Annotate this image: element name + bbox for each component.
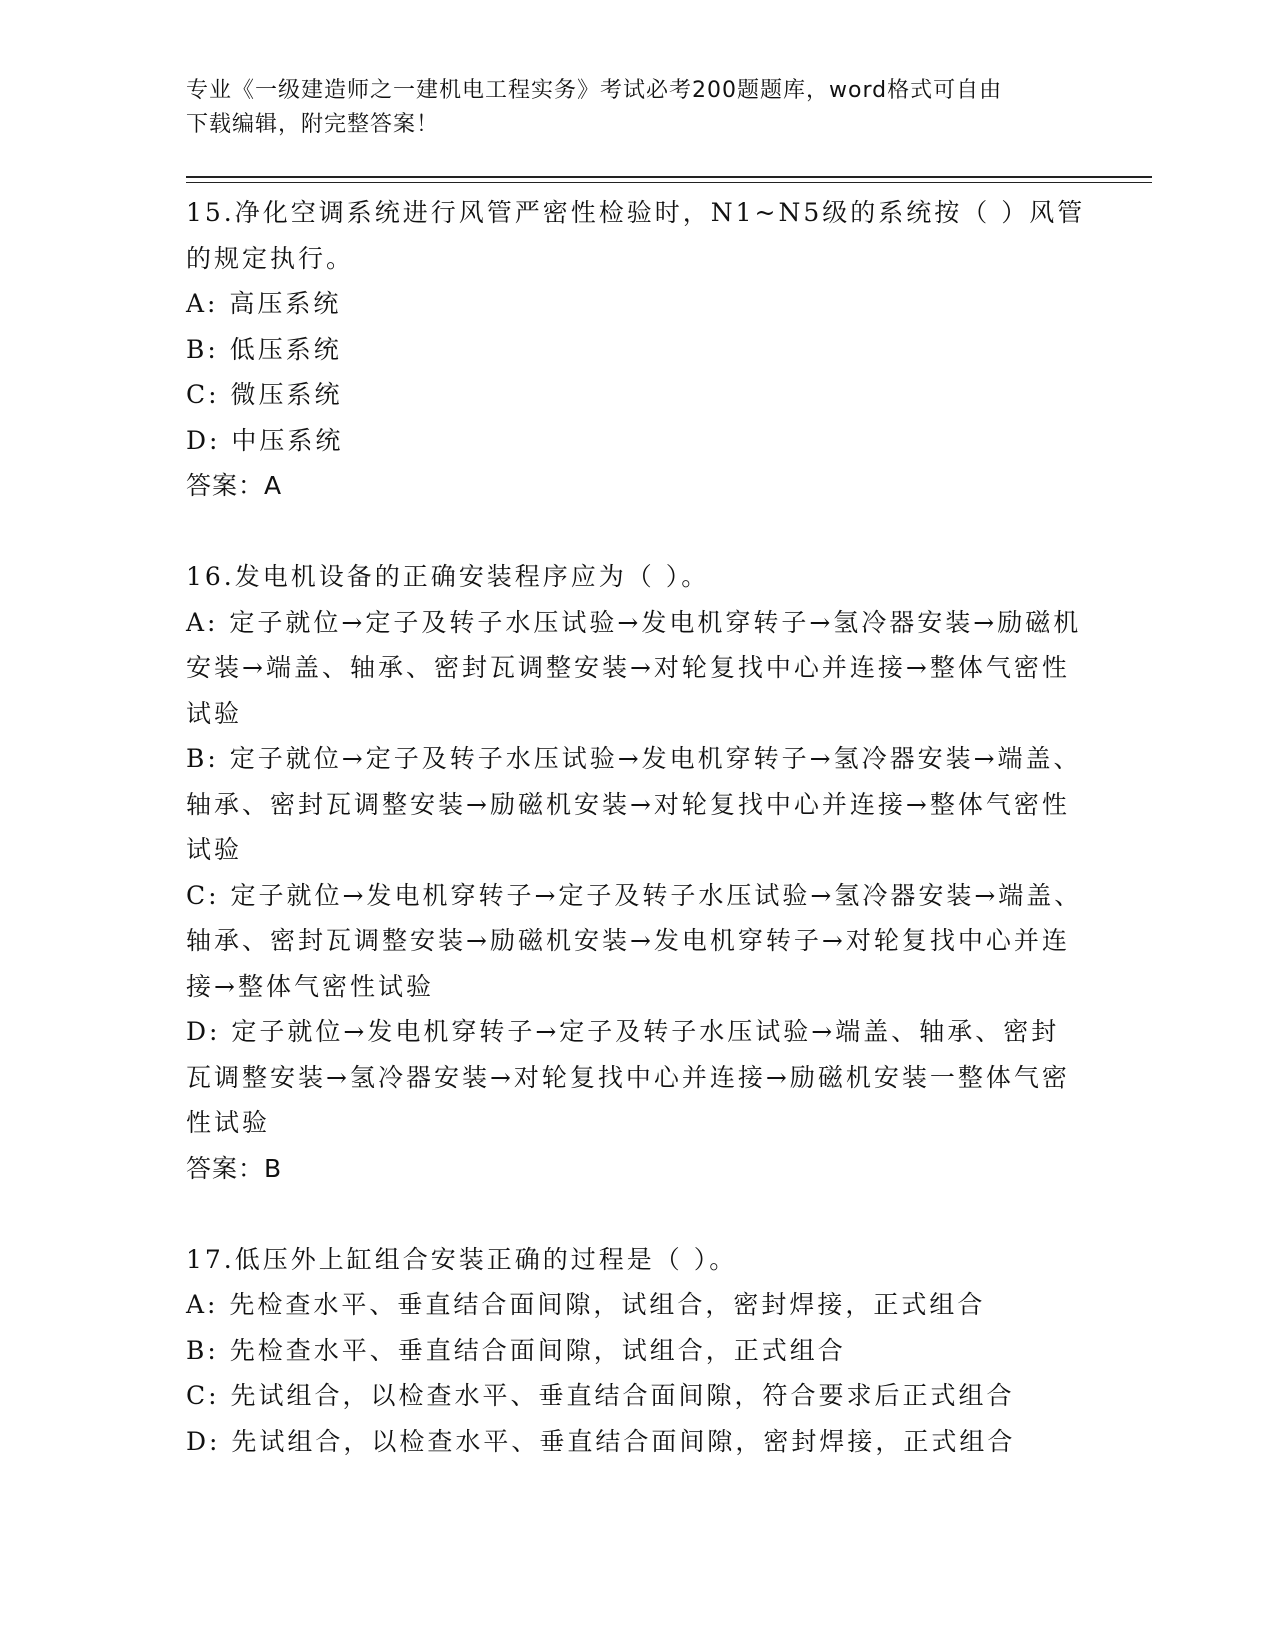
question-17 (186, 1237, 1086, 1465)
answer-label: 答案：A (186, 471, 283, 500)
question-spacer (186, 509, 1086, 555)
header-divider (186, 176, 1152, 178)
document-header (186, 74, 1066, 142)
option-a: A: 先检查水平、垂直结合面间隙，试组合，密封焊接，正式组合 (186, 1290, 986, 1319)
question-stem: 16.发电机设备的正确安装程序应为（ ）。 (186, 562, 710, 591)
question-16 (186, 554, 1086, 1191)
option-b: B: 低压系统 (186, 334, 342, 364)
question-stem: 17.低压外上缸组合安装正确的过程是（ ）。 (186, 1244, 738, 1274)
option-c: C: 先试组合，以检查水平、垂直结合面间隙，符合要求后正式组合 (186, 1381, 1015, 1410)
answer-label: 答案：B (186, 1153, 283, 1183)
option-b: B: 定子就位→定子及转子水压试验→发电机穿转子→氢冷器安装→端盖、轴承、密封瓦调整安装→励磁机安装→对轮复找中心并连接→整体气密性试验 (186, 744, 1082, 864)
question-list (186, 190, 1086, 1464)
option-d: D: 先试组合，以检查水平、垂直结合面间隙，密封焊接，正式组合 (186, 1426, 1016, 1456)
option-d: D: 定子就位→发电机穿转子→定子及转子水压试验→端盖、轴承、密封瓦调整安装→氢冷器安装→对轮复找中心并连接→励磁机安装一整体气密性试验 (186, 1017, 1070, 1137)
option-a: A: 定子就位→定子及转子水压试验→发电机穿转子→氢冷器安装→励磁机安装→端盖、轴承、密封瓦调整安装→对轮复找中心并连接→整体气密性试验 (186, 607, 1082, 728)
option-c: C: 定子就位→发电机穿转子→定子及转子水压试验→氢冷器安装→端盖、轴承、密封瓦调整安装→励磁机安装→发电机穿转子→对轮复找中心并连接→整体气密性试验 (186, 880, 1083, 1001)
question-stem: 15.净化空调系统进行风管严密性检验时，N1~N5级的系统按（ ）风管的规定执行。 (186, 198, 1086, 273)
question-spacer (186, 1191, 1086, 1237)
header-line-1: 专业《一级建造师之一建机电工程实务》考试必考200题题库，word格式可自由 (186, 78, 1003, 103)
header-divider-thin (186, 182, 1152, 183)
question-15 (186, 190, 1086, 509)
option-c: C: 微压系统 (186, 380, 343, 409)
option-d: D: 中压系统 (186, 425, 344, 455)
option-a: A: 高压系统 (186, 289, 342, 318)
option-b: B: 先检查水平、垂直结合面间隙，试组合，正式组合 (186, 1335, 846, 1365)
header-line-2: 下载编辑，附完整答案！ (186, 112, 440, 137)
